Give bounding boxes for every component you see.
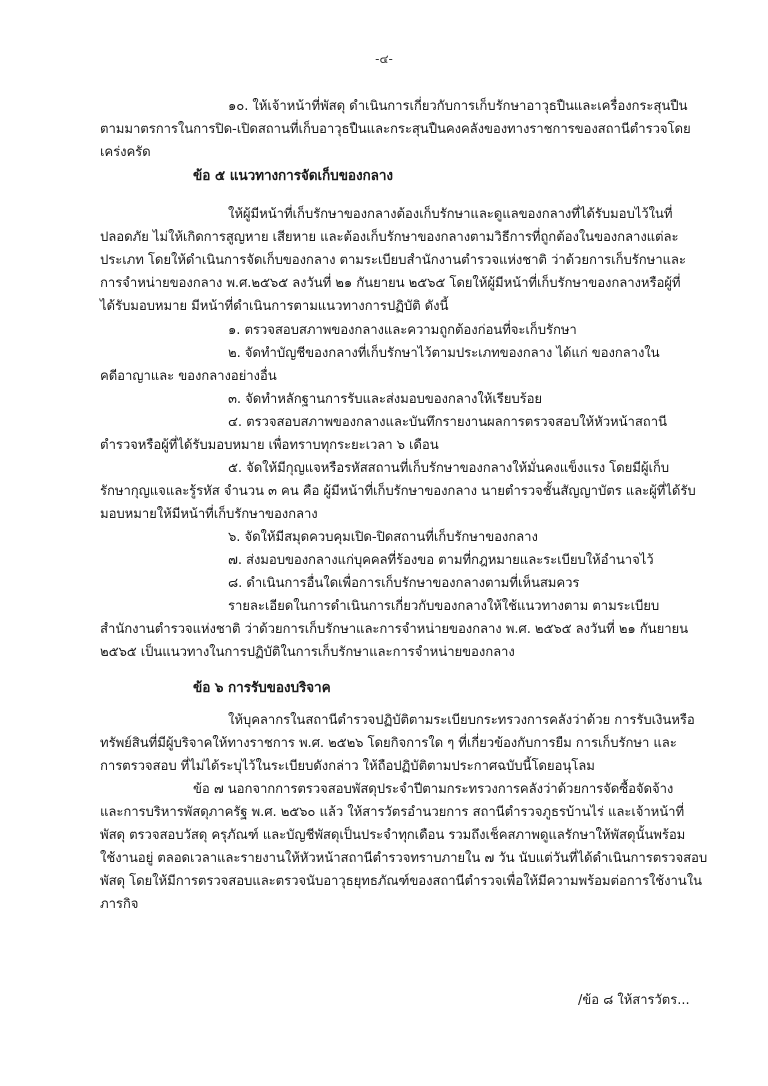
text-line: ๒๕๖๕ เป็นแนวทางในการปฏิบัติในการเก็บรักษาและการจำหน่ายของกลาง [100, 645, 515, 660]
list-item-1: ๑. ตรวจสอบสภาพของกลางและความถูกต้องก่อนที่จะเก็บรักษา [228, 323, 577, 338]
text-line: ประเภท โดยให้ดำเนินการจัดเก็บของกลาง ตามระเบียบสำนักงานตำรวจแห่งชาติ ว่าด้วยการเก็บรักษาและ [100, 253, 686, 268]
text-line: สำนักงานตำรวจแห่งชาติ ว่าด้วยการเก็บรักษาและการจำหน่ายของกลาง พ.ศ. ๒๕๖๕ ลงวันที่ ๒๑ กันยายน [100, 622, 689, 637]
list-item-5-cont: มอบหมายให้มีหน้าที่เก็บรักษาของกลาง [100, 507, 318, 522]
list-item-5: ๕. จัดให้มีกุญแจหรือรหัสสถานที่เก็บรักษาของกลางให้มั่นคงแข็งแรง โดยมีผู้เก็บ [228, 461, 670, 476]
text-line: ทรัพย์สินที่มีผู้บริจาคให้ทางราชการ พ.ศ. ๒๕๒๖ โดยกิจการใด ๆ ที่เกี่ยวข้องกับการยืม การเก็บรักษา และ [100, 736, 677, 751]
clause-5-heading: ข้อ ๕ แนวทางการจัดเก็บของกลาง [193, 168, 393, 184]
text-line: และการบริหารพัสดุภาครัฐ พ.ศ. ๒๕๖๐ แล้ว ให้สารวัตรอำนวยการ สถานีตำรวจภูธรบ้านไร่ และเจ้าหน้าที่ [100, 805, 685, 820]
text-line: การจำหน่ายของกลาง พ.ศ.๒๕๖๕ ลงวันที่ ๒๑ กันยายน ๒๕๖๕ โดยให้ผู้มีหน้าที่เก็บรักษาของกลางหรือผู้ที่ [100, 276, 681, 291]
text-line: ได้รับมอบหมาย มีหน้าที่ดำเนินการตามแนวทางการปฏิบัติ ดังนี้ [100, 299, 449, 314]
clause-6-heading: ข้อ ๖ การรับของบริจาค [193, 680, 331, 696]
page-number: -๔- [375, 52, 393, 66]
text-line: พัสดุ โดยให้มีการตรวจสอบและตรวจนับอาวุธยุทธภัณฑ์ของสถานีตำรวจเพื่อให้มีความพร้อมต่อการใช้งานใน [100, 874, 702, 889]
list-item-4: ๔. ตรวจสอบสภาพของกลางและบันทึกรายงานผลการตรวจสอบให้หัวหน้าสถานี [228, 415, 667, 430]
text-line: ๑๐. ให้เจ้าหน้าที่พัสดุ ดำเนินการเกี่ยวกับการเก็บรักษาอาวุธปืนและเครื่องกระสุนปืน [228, 99, 688, 114]
text-line: ให้ผู้มีหน้าที่เก็บรักษาของกลางต้องเก็บรักษาและดูแลของกลางที่ได้รับมอบไว้ในที่ [228, 207, 673, 222]
list-item-7: ๗. ส่งมอบของกลางแก่บุคคลที่ร้องขอ ตามที่กฎหมายและระเบียบให้อำนาจไว้ [228, 553, 654, 568]
text-line: พัสดุ ตรวจสอบวัสดุ ครุภัณฑ์ และบัญชีพัสดุเป็นประจำทุกเดือน รวมถึงเช็คสภาพดูแลรักษาให้พัสดุนั้นพร้อม [100, 828, 686, 843]
list-item-6: ๖. จัดให้มีสมุดควบคุมเปิด-ปิดสถานที่เก็บรักษาของกลาง [228, 530, 538, 545]
list-item-2: ๒. จัดทำบัญชีของกลางที่เก็บรักษาไว้ตามประเภทของกลาง ได้แก่ ของกลางใน [228, 346, 660, 361]
text-line: ให้บุคลากรในสถานีตำรวจปฏิบัติตามระเบียบกระทรวงการคลังว่าด้วย การรับเงินหรือ [228, 713, 695, 728]
text-line: การตรวจสอบ ที่ไม่ได้ระบุไว้ในระเบียบดังกล่าว ให้ถือปฏิบัติตามประกาศฉบับนี้โดยอนุโลม [100, 759, 595, 774]
text-line: เคร่งครัด [100, 145, 151, 160]
text-line: ตามมาตรการในการปิด-เปิดสถานที่เก็บอาวุธปืนและกระสุนปืนคงคลังของทางราชการของสถานีตำรวจโดย [100, 122, 691, 137]
text-line: ข้อ ๗ นอกจากการตรวจสอบพัสดุประจำปีตามกระทรวงการคลังว่าด้วยการจัดซื้อจัดจ้าง [193, 782, 674, 797]
text-line: ใช้งานอยู่ ตลอดเวลาและรายงานให้หัวหน้าสถานีตำรวจทราบภายใน ๗ วัน นับแต่วันที่ได้ดำเนินการตรวจสอบ [100, 851, 708, 866]
list-item-2-cont: คดีอาญาและ ของกลางอย่างอื่น [100, 369, 277, 384]
list-item-5-cont: รักษากุญแจและรู้รหัส จำนวน ๓ คน คือ ผู้มีหน้าที่เก็บรักษาของกลาง นายตำรวจชั้นสัญญาบัตร และผู้ที่ได้รับ [100, 484, 696, 499]
footer-continuation: /ข้อ ๘ ให้สารวัตร... [578, 993, 690, 1008]
list-item-4-cont: ตำรวจหรือผู้ที่ได้รับมอบหมาย เพื่อทราบทุกระยะเวลา ๖ เดือน [100, 438, 439, 453]
text-line: ปลอดภัย ไม่ให้เกิดการสูญหาย เสียหาย และต้องเก็บรักษาของกลางตามวิธีการที่ถูกต้องในของกลางแต่ละ [100, 230, 679, 245]
list-item-3: ๓. จัดทำหลักฐานการรับและส่งมอบของกลางให้เรียบร้อย [228, 392, 543, 407]
text-line: ภารกิจ [100, 897, 139, 912]
list-item-8: ๘. ดำเนินการอื่นใดเพื่อการเก็บรักษาของกลางตามที่เห็นสมควร [228, 576, 580, 591]
text-line: รายละเอียดในการดำเนินการเกี่ยวกับของกลางให้ใช้แนวทางตาม ตามระเบียบ [228, 599, 660, 614]
